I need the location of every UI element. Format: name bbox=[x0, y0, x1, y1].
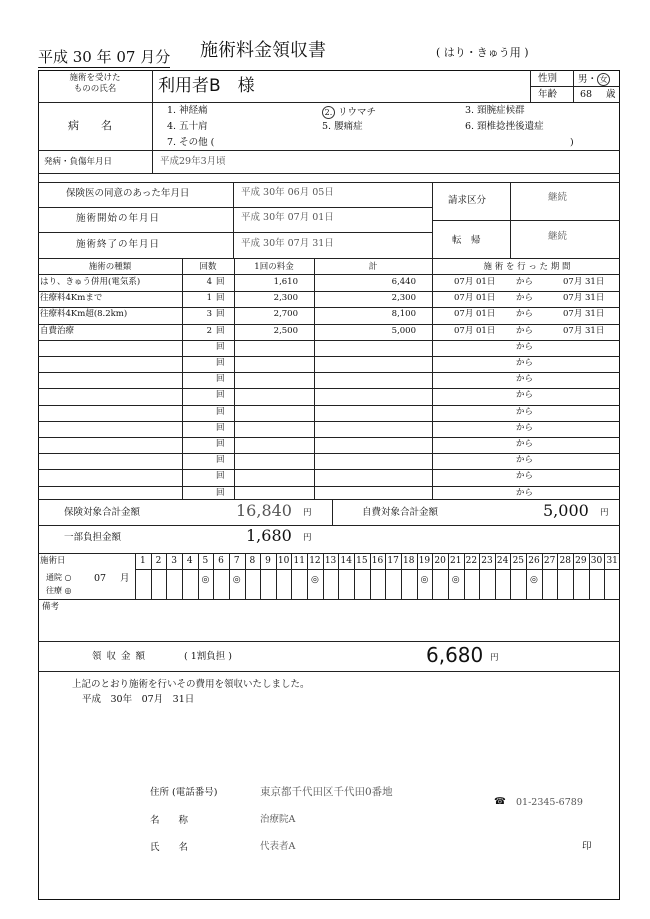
end-value: 平成 30年 07月 31日 bbox=[241, 238, 334, 249]
table-row-2-unit: 回 bbox=[216, 309, 225, 320]
commute-legend: 通院 ○ bbox=[46, 573, 72, 582]
table-row-1-total: 2,300 bbox=[391, 293, 416, 304]
table-row-13-unit: 回 bbox=[216, 487, 225, 498]
calendar-day-31: 31 bbox=[606, 556, 618, 566]
table-row-2-from: 07月 01日 bbox=[454, 309, 496, 320]
disease-2-circle: 2. bbox=[322, 106, 335, 119]
page-title: 施術料金領収書 bbox=[200, 40, 326, 61]
table-row-1-from-label: から bbox=[516, 293, 534, 304]
calendar-visit-mark: ◎ bbox=[232, 575, 241, 585]
calendar-day-29: 29 bbox=[575, 556, 587, 566]
table-row-0-total: 6,440 bbox=[391, 277, 416, 287]
calendar-day-19: 19 bbox=[418, 556, 431, 566]
calendar-day-14: 14 bbox=[340, 556, 352, 566]
age-unit: 歳 bbox=[606, 89, 616, 100]
outcome-label: 転 帰 bbox=[452, 235, 481, 246]
table-row-3-from-label: から bbox=[516, 325, 534, 336]
table-row-0-from: 07月 01日 bbox=[454, 277, 496, 287]
clinic-name-label: 名 称 bbox=[150, 815, 189, 826]
table-row-0-type: はり、きゅう併用(電気系) bbox=[40, 277, 141, 287]
gender-label: 性別 bbox=[538, 73, 558, 84]
age-value: 68 bbox=[580, 89, 593, 100]
calendar-day-2: 2 bbox=[155, 556, 162, 566]
table-row-12-unit: 回 bbox=[216, 471, 225, 482]
phone-value: 01-2345-6789 bbox=[516, 797, 583, 808]
table-row-3-price: 2,500 bbox=[273, 325, 298, 336]
calendar-day-17: 17 bbox=[387, 556, 399, 566]
rep-value: 代表者A bbox=[260, 841, 296, 852]
disease-item-7-close: ) bbox=[570, 137, 574, 148]
table-row-0-count: 4 bbox=[206, 277, 212, 287]
calendar-day-7: 7 bbox=[233, 556, 240, 566]
end-label: 施術終了の年月日 bbox=[76, 239, 161, 250]
disease-item-4: 4. 五十肩 bbox=[167, 121, 208, 132]
table-row-1-type: 往療料4Kmまで bbox=[40, 293, 103, 304]
consent-label: 保険医の同意のあった年月日 bbox=[66, 188, 190, 199]
calendar-day-11: 11 bbox=[293, 556, 305, 566]
receipt-date: 平成 30年 07月 31日 bbox=[82, 694, 195, 705]
onset-label: 発病・負傷年月日 bbox=[44, 157, 113, 167]
address-label: 住所 (電話番号) bbox=[150, 787, 218, 798]
disease-item-1: 1. 神経痛 bbox=[167, 105, 208, 116]
table-row-4-unit: 回 bbox=[216, 341, 225, 352]
calendar-day-4: 4 bbox=[186, 556, 193, 566]
table-row-3-unit: 回 bbox=[216, 325, 225, 336]
calendar-day-3: 3 bbox=[171, 556, 177, 566]
partial-yen: 円 bbox=[303, 533, 312, 543]
calendar-day-28: 28 bbox=[559, 556, 571, 566]
table-row-7-unit: 回 bbox=[216, 390, 225, 401]
disease-item-6: 6. 頸椎捻挫後遺症 bbox=[465, 121, 544, 132]
partial-value: 1,680 bbox=[246, 526, 292, 545]
phone-icon: ☎ bbox=[494, 796, 506, 807]
receipt-amount: 6,680 bbox=[426, 643, 484, 667]
table-row-10-unit: 回 bbox=[216, 439, 225, 449]
table-row-1-unit: 回 bbox=[216, 293, 225, 304]
calendar-month-unit: 月 bbox=[120, 573, 130, 584]
calendar-day-21: 21 bbox=[449, 556, 462, 566]
receipt-statement: 上記のとおり施術を行いその費用を領収いたしました。 bbox=[72, 679, 310, 690]
calendar-day-1: 1 bbox=[139, 556, 146, 566]
remarks-label: 備考 bbox=[42, 602, 60, 612]
table-row-0-price: 1,610 bbox=[273, 277, 298, 287]
consent-value: 平成 30年 06月 05日 bbox=[241, 187, 334, 198]
onset-value: 平成29年3月頃 bbox=[160, 156, 226, 167]
calendar-day-8: 8 bbox=[249, 556, 256, 566]
start-value: 平成 30年 07月 01日 bbox=[241, 212, 334, 223]
claim-label: 請求区分 bbox=[448, 195, 487, 206]
subtitle: ( はり・きゅう用 ) bbox=[436, 46, 529, 59]
calendar-day-16: 16 bbox=[371, 556, 384, 566]
period: 平成 30 年 07 月分 bbox=[38, 48, 171, 66]
receipt-yen: 円 bbox=[490, 653, 499, 663]
calendar-day-23: 23 bbox=[481, 556, 493, 566]
table-row-6-from-label: から bbox=[516, 374, 534, 385]
address-value: 東京都千代田区千代田0番地 bbox=[260, 786, 393, 798]
disease-item-5: 5. 腰痛症 bbox=[322, 121, 363, 132]
visit-legend: 往療 ◎ bbox=[46, 586, 72, 595]
table-row-11-unit: 回 bbox=[216, 455, 225, 466]
table-row-1-count: 1 bbox=[206, 293, 212, 304]
calendar-day-15: 15 bbox=[356, 556, 368, 566]
calendar-label: 施術日 bbox=[40, 556, 66, 566]
table-row-3-total: 5,000 bbox=[391, 325, 416, 336]
table-row-2-price: 2,700 bbox=[273, 309, 298, 320]
patient-name-label: 施術を受けた ものの氏名 bbox=[69, 73, 121, 94]
insured-total-value: 16,840 bbox=[236, 501, 292, 520]
seal-mark: 印 bbox=[582, 841, 592, 852]
table-header-0: 施術の種類 bbox=[88, 262, 132, 272]
table-row-5-unit: 回 bbox=[216, 358, 225, 368]
table-row-1-price: 2,300 bbox=[273, 293, 298, 304]
table-row-12-from-label: から bbox=[516, 471, 534, 482]
start-label: 施術開始の年月日 bbox=[76, 213, 161, 224]
table-row-7-from-label: から bbox=[516, 390, 534, 401]
calendar-day-26: 26 bbox=[528, 556, 540, 566]
self-total-value: 5,000 bbox=[543, 501, 589, 520]
calendar-day-27: 27 bbox=[543, 556, 556, 566]
table-row-1-to: 07月 31日 bbox=[563, 293, 605, 304]
table-header-1: 回数 bbox=[199, 262, 217, 272]
calendar-day-10: 10 bbox=[277, 556, 290, 566]
calendar-day-6: 6 bbox=[218, 556, 224, 566]
partial-label: 一部負担金額 bbox=[64, 532, 122, 543]
disease-item-7: 7. その他 ( bbox=[167, 137, 215, 148]
clinic-name-value: 治療院A bbox=[260, 814, 296, 825]
outcome-value: 継続 bbox=[548, 231, 568, 242]
calendar-day-30: 30 bbox=[590, 556, 603, 566]
disease-label: 病 名 bbox=[68, 119, 112, 132]
calendar-month: 07 bbox=[94, 573, 107, 584]
table-header-3: 計 bbox=[368, 262, 378, 272]
table-row-2-total: 8,100 bbox=[391, 309, 416, 320]
gender-female-circle: 女 bbox=[597, 73, 610, 86]
patient-name: 利用者B 様 bbox=[158, 76, 255, 96]
table-row-13-from-label: から bbox=[516, 487, 534, 498]
table-row-9-from-label: から bbox=[516, 422, 534, 433]
table-row-3-from: 07月 01日 bbox=[454, 325, 496, 336]
insured-total-yen: 円 bbox=[303, 508, 312, 518]
calendar-day-12: 12 bbox=[309, 556, 321, 566]
table-row-5-from-label: から bbox=[516, 358, 534, 368]
self-total-label: 自費対象合計金額 bbox=[362, 507, 439, 518]
calendar-day-18: 18 bbox=[403, 556, 415, 566]
table-row-8-from-label: から bbox=[516, 406, 534, 417]
calendar-visit-mark: ◎ bbox=[420, 575, 429, 585]
table-row-4-from-label: から bbox=[516, 341, 534, 352]
calendar-visit-mark: ◎ bbox=[201, 575, 210, 585]
table-row-2-from-label: から bbox=[516, 309, 534, 320]
calendar-day-22: 22 bbox=[465, 556, 478, 566]
table-row-0-from-label: から bbox=[516, 277, 534, 287]
disease-item-2: 2. リウマチ bbox=[322, 106, 376, 119]
calendar-day-13: 13 bbox=[324, 556, 337, 566]
table-row-10-from-label: から bbox=[516, 439, 534, 449]
table-row-9-unit: 回 bbox=[216, 422, 225, 433]
rep-label: 氏 名 bbox=[150, 842, 189, 853]
claim-value: 継続 bbox=[548, 192, 568, 203]
table-row-0-to: 07月 31日 bbox=[563, 277, 605, 287]
table-row-8-unit: 回 bbox=[216, 406, 225, 417]
table-row-2-type: 往療料4Km超(8.2km) bbox=[40, 309, 128, 320]
receipt-label: 領 収 金 額 bbox=[92, 651, 147, 662]
table-header-2: 1回の料金 bbox=[254, 262, 294, 272]
age-label: 年齢 bbox=[538, 89, 558, 100]
table-row-6-unit: 回 bbox=[216, 374, 225, 385]
calendar-visit-mark: ◎ bbox=[530, 575, 538, 585]
calendar-day-24: 24 bbox=[496, 556, 509, 566]
table-row-11-from-label: から bbox=[516, 455, 534, 466]
table-row-3-type: 自費治療 bbox=[40, 325, 75, 336]
calendar-day-5: 5 bbox=[202, 556, 209, 566]
calendar-day-25: 25 bbox=[512, 556, 525, 566]
table-row-1-from: 07月 01日 bbox=[454, 293, 496, 304]
gender-value: 男・ 女 bbox=[578, 73, 610, 86]
insured-total-label: 保険対象合計金額 bbox=[64, 507, 141, 518]
table-row-2-count: 3 bbox=[206, 309, 212, 320]
table-header-4: 施 術 を 行 っ た 期 間 bbox=[483, 262, 571, 272]
self-total-yen: 円 bbox=[600, 508, 609, 518]
table-row-3-to: 07月 31日 bbox=[563, 325, 605, 336]
table-row-2-to: 07月 31日 bbox=[563, 309, 605, 320]
calendar-day-9: 9 bbox=[265, 556, 271, 566]
calendar-visit-mark: ◎ bbox=[451, 575, 460, 585]
calendar-day-20: 20 bbox=[434, 556, 446, 566]
calendar-visit-mark: ◎ bbox=[310, 575, 319, 585]
receipt-ratio: ( 1割負担 ) bbox=[184, 651, 232, 662]
disease-item-3: 3. 頸腕症候群 bbox=[465, 105, 525, 116]
table-row-3-count: 2 bbox=[206, 325, 212, 336]
table-row-0-unit: 回 bbox=[216, 277, 225, 287]
